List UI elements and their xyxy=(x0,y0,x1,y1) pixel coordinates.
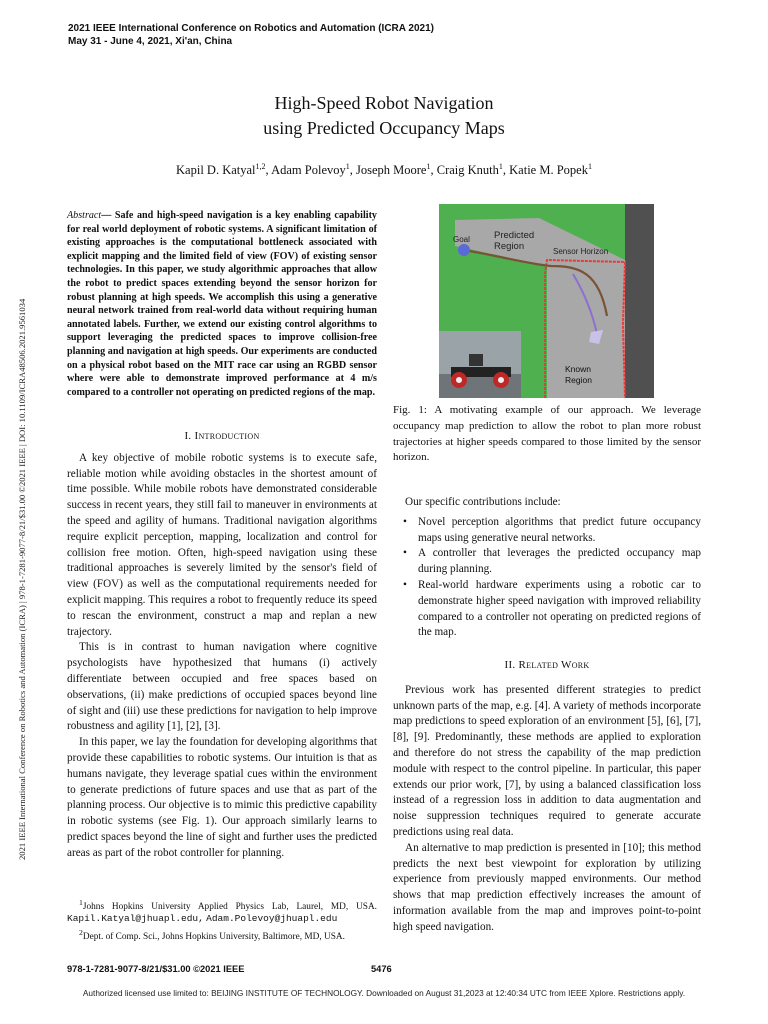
intro-paragraph-3: In this paper, we lay the foundation for developing algorithms that provide these capabilities to robotic systems. Our intuition is that as humans navigate, they leverage spatial cues within the environment to generate predictions of future spaces and use that as part of the planning process. Our objective is to mimic this predictive capability in robotic systems (see Fig. 1). Our approach similarly learns to predict spaces beyond the line of sight and further uses the predicted areas as part of the robot controller for planning. xyxy=(67,736,377,859)
goal-marker xyxy=(458,244,470,256)
page-number: 5476 xyxy=(371,964,392,974)
predicted-label-2: Region xyxy=(494,241,525,252)
figure-occupancy-map xyxy=(439,204,654,398)
contribution-item: • Novel perception algorithms that predict future occupancy maps using generative neural networks. xyxy=(393,515,701,547)
robot-photo-floor xyxy=(439,374,521,398)
sensor-horizon-label: Sensor Horizon xyxy=(553,247,609,256)
contribution-item: • A controller that leverages the predicted occupancy map during planning. xyxy=(393,546,701,578)
figure-caption: Fig. 1: A motivating example of our approach. We leverage occupancy map prediction to allow the robot to plan more robust trajectories at higher speeds compared to those limited by the sensor horizon. xyxy=(393,404,701,464)
abstract: Abstract— Safe and high-speed navigation is a key enabling capability for real world deployment of robotic systems. A significant limitation of existing approaches is the computational bottleneck associated with explicit mapping and the limited field of view (FOV) of existing sensor technologies. In this paper, we study algorithmic approaches that allow the robot to predict spaces extending beyond the sensor horizon for robust planning at high speeds. We accomplish this using a generative neural network trained from real-world data without requiring human annotated labels. Further, we extend our existing control algorithms to support leveraging the predicted spaces to improve collision-free planning and navigation at high speeds. Our experiments are conducted on a physical robot based on the MIT race car using an RGBD sensor where were able to demonstrate improved performance at 4 m/s compared to a controller not operating on predicted regions of the map. xyxy=(67,210,377,398)
unknown-region xyxy=(625,204,654,398)
intro-paragraph-2: This is in contrast to human navigation where cognitive psychologists have hypothesized that humans (i) actively differentiate between occupied and free spaces based on observations, (ii) make predictions of occupied spaces beyond line of sight and (iii) use these predictions for navigation to help improve robustness and agility [1], [2], [3]. xyxy=(67,641,377,733)
known-label-1: Known xyxy=(565,364,591,374)
contribution-item: • Real-world hardware experiments using a robotic car to demonstrate higher speed navigation with improved reliability compared to a controller not operating on predicted regions of the map. xyxy=(393,578,701,641)
robot-sensor xyxy=(469,354,483,366)
contributions-section xyxy=(393,495,701,641)
robot-hub xyxy=(456,377,462,383)
paper-title-line1: High-Speed Robot Navigation xyxy=(274,93,494,113)
author: Katie M. Popek$^1$ xyxy=(509,162,592,178)
email-katyal: Kapil.Katyal@jhuapl.edu, xyxy=(67,913,204,925)
intro-heading: I. Introduction xyxy=(184,430,260,442)
license-notice: Authorized licensed use limited to: BEIJING INSTITUTE OF TECHNOLOGY. Downloaded on August 31,2023 at 12:40:34 UTC from IEEE Xplore. Restrictions apply. xyxy=(82,988,686,998)
isbn-footer: 978-1-7281-9077-8/21/$31.00 ©2021 IEEE xyxy=(67,964,245,974)
doi-sidebar: 2021 IEEE International Conference on Robotics and Automation (ICRA) | 978-1-7281-9077-8/21/$31.00 ©2021 IEEE | DOI: 10.1109/ICRA48506.2021.9561034 xyxy=(17,298,27,860)
intro-section xyxy=(67,429,377,862)
author: Adam Polevoy$^1$, xyxy=(271,162,356,178)
related-paragraph-2: An alternative to map prediction is presented in [10]; this method predicts the next best viewpoint for exploration by utilizing experience from previously mapped environments. Our method shows that map prediction effectively increases the amount of information available from the map and improves point-to-point high speed navigation. xyxy=(393,841,701,933)
contributions-list xyxy=(393,515,701,641)
author-list xyxy=(0,162,768,178)
contributions-intro: Our specific contributions include: xyxy=(405,496,561,508)
paper-title-line2: using Predicted Occupancy Maps xyxy=(263,118,505,138)
footnote-2: $^2$Dept. of Comp. Sci., Johns Hopkins University, Baltimore, MD, USA. xyxy=(79,928,345,943)
predicted-label-1: Predicted xyxy=(494,230,535,241)
abstract-label: Abstract xyxy=(67,210,102,221)
email-polevoy: Adam.Polevoy@jhuapl.edu xyxy=(206,913,338,925)
footnotes xyxy=(67,897,377,943)
conference-dates: May 31 - June 4, 2021, Xi'an, China xyxy=(68,36,233,47)
robot-hub xyxy=(498,377,504,383)
related-work-section xyxy=(393,658,701,936)
author: Joseph Moore$^1$, xyxy=(356,162,437,178)
intro-paragraph-1: A key objective of mobile robotic systems is to execute safe, reliable motion while avoiding obstacles in the shortest amount of time possible. While mobile robots have demonstrated considerable success in recent years, they still fail to maneuver in environments at the speed and agility of humans. Traditional navigation algorithms require explicit perception, mapping, localization and control for collision free motion. Often, high-speed navigation using these traditional approaches is severely limited by the sensor's field of view (FOV) as well as the computational requirements needed for explicit mapping. This requires a robot to frequently reduce its speed to rescan the environment, construct a map and replan a new trajectory. xyxy=(67,451,377,638)
author: Kapil D. Katyal$^{1,2}$, xyxy=(176,162,272,178)
author: Craig Knuth$^1$, xyxy=(436,162,510,178)
goal-label: Goal xyxy=(453,235,470,244)
related-heading: II. Related Work xyxy=(504,659,590,671)
conference-name: 2021 IEEE International Conference on Robotics and Automation (ICRA 2021) xyxy=(68,23,434,34)
footnote-1: $^1$Johns Hopkins University Applied Physics Lab, Laurel, MD, USA. Kapil.Katyal@jhuapl.edu, Adam.Polevoy@jhuapl.edu xyxy=(67,898,377,925)
known-label-2: Region xyxy=(565,375,592,385)
abstract-text: Safe and high-speed navigation is a key enabling capability for real world deployment of robotic systems. A significant limitation of existing approaches is the computational bottleneck associated with explicit mapping and the limited field of view (FOV) of existing sensor technologies. In this paper, we study algorithmic approaches that allow the robot to predict spaces extending beyond the sensor horizon for robust planning at high speeds. We accomplish this using a generative neural network trained from real-world data without requiring human annotated labels. Further, we extend our existing control algorithms to support leveraging the predicted spaces to improve collision-free planning and navigation at high speeds. Our experiments are conducted on a physical robot based on the MIT race car using an RGBD sensor where were able to demonstrate improved performance at 4 m/s compared to a controller not operating on predicted regions of the map. xyxy=(67,210,377,398)
related-paragraph-1: Previous work has presented different strategies to predict unknown parts of the map, e.g. [4]. A variety of methods incorporate map predictions to speed exploration of an environment [5], [6], [7], [8], [9]. Predominantly, these methods are applied to exploration and therefore do not stress the capability of the map prediction module with respect to the control pipeline. In particular, this paper extends our prior work, [7], by using a balanced classification loss instead of a regression loss in addition to data augmentation and noise suppression techniques required to generate accurate predictions using real data. xyxy=(393,683,701,838)
